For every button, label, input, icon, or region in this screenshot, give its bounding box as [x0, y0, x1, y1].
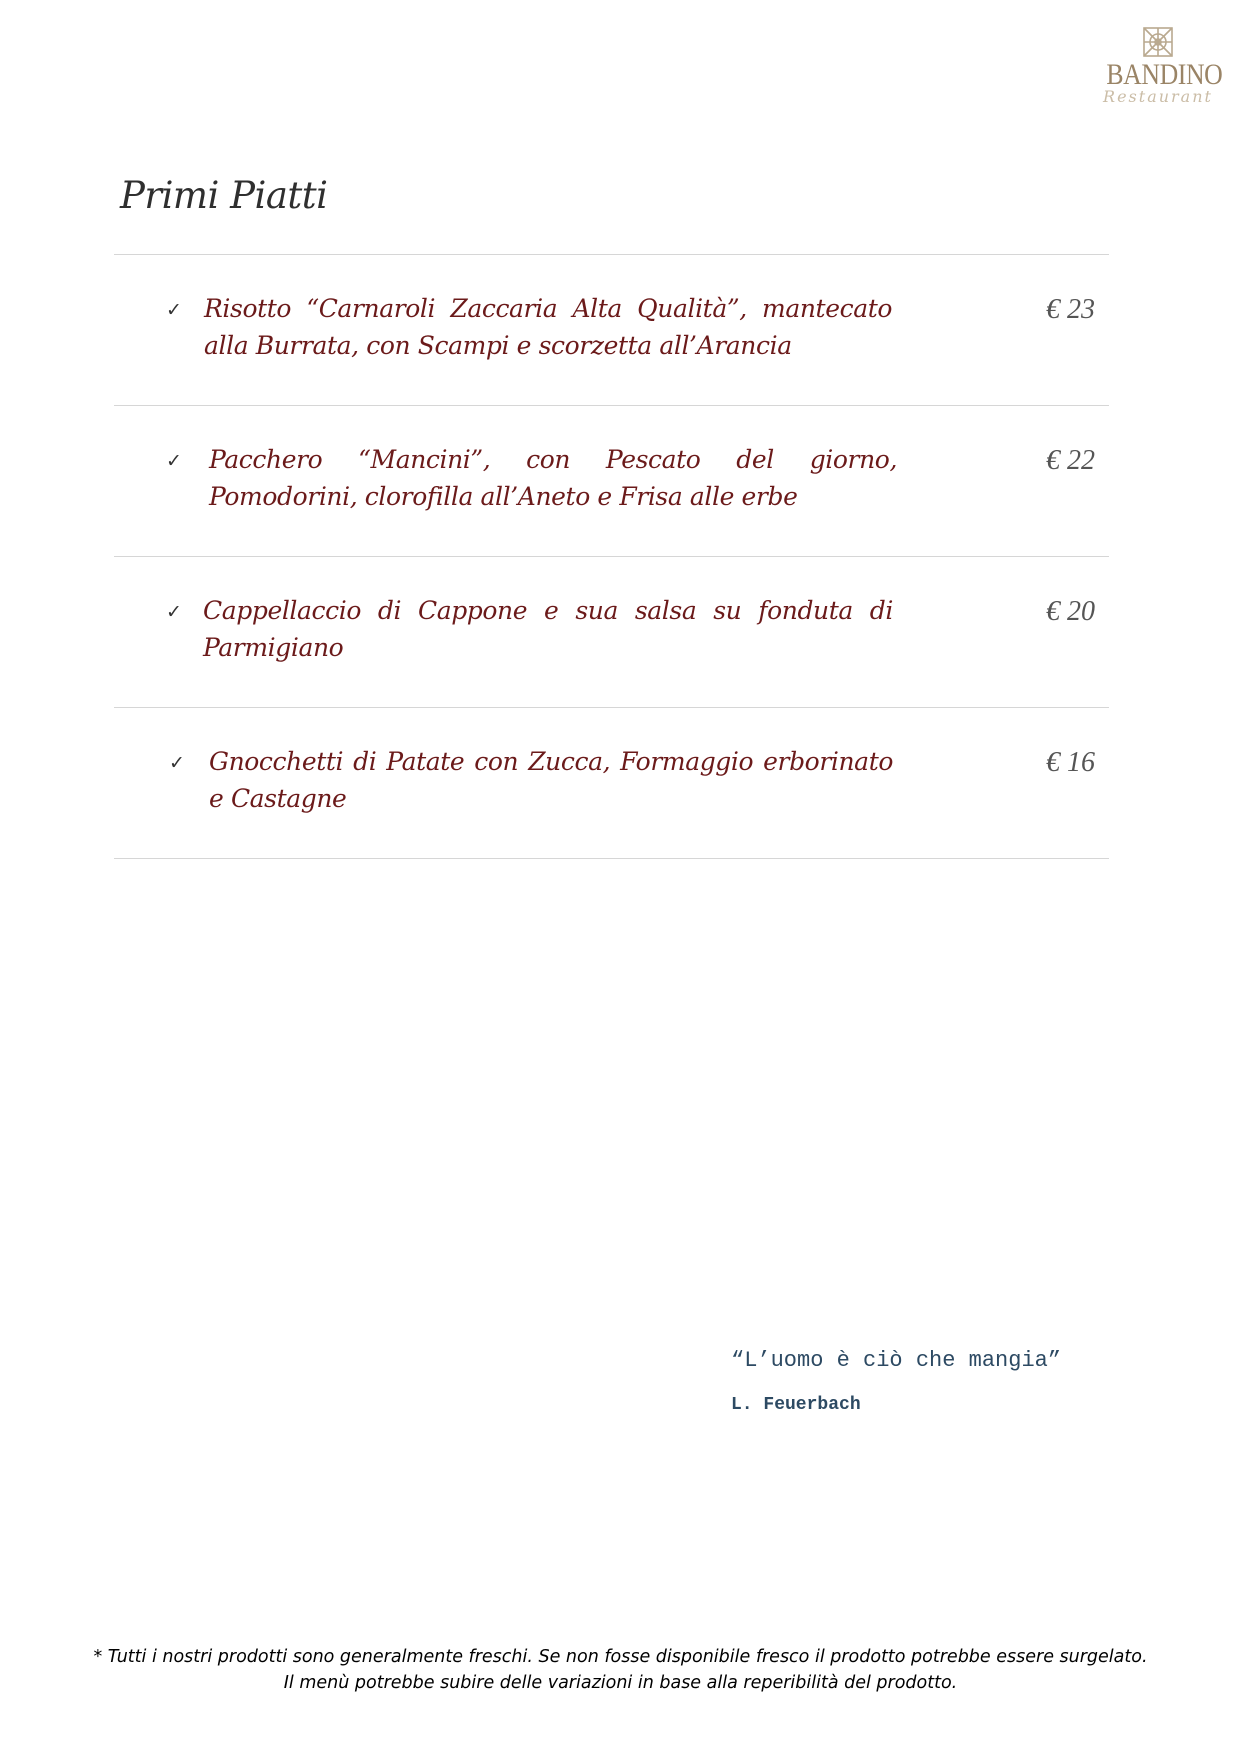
dish-price: € 20: [1046, 596, 1095, 627]
menu-item: [0, 739, 1241, 819]
footnote-availability: Il menù potrebbe subire delle variazioni in base alla reperibilità del prodotto.: [283, 1673, 958, 1693]
checkmark-icon: ✓: [166, 601, 182, 623]
dish-price: € 22: [1046, 445, 1095, 476]
quote-text: “L’uomo è ciò che mangia”: [731, 1348, 1062, 1373]
dish-price: € 23: [1046, 294, 1095, 325]
dish-name: Gnocchetti di Patate con Zucca, Formaggio erborinato e Castagne: [209, 747, 893, 813]
divider: [114, 254, 1109, 255]
quote-author: L. Feuerbach: [731, 1395, 861, 1415]
logo-name: BANDINO: [1106, 58, 1223, 91]
divider: [114, 556, 1109, 557]
menu-item: [0, 286, 1241, 366]
checkmark-icon: ✓: [166, 450, 182, 472]
checkmark-icon: ✓: [169, 752, 185, 774]
divider: [114, 707, 1109, 708]
menu-item: [0, 588, 1241, 668]
menu-item: [0, 437, 1241, 517]
section-title: Primi Piatti: [120, 174, 328, 217]
dish-price: € 16: [1046, 747, 1095, 778]
divider: [114, 405, 1109, 406]
dish-name: Cappellaccio di Cappone e sua salsa su fonduta di Parmigiano: [203, 596, 893, 662]
logo-subtitle: Restaurant: [1103, 87, 1213, 106]
dish-name: Pacchero “Mancini”, con Pescato del giorno, Pomodorini, clorofilla all’Aneto e Frisa alle erbe: [209, 445, 897, 511]
checkmark-icon: ✓: [166, 299, 182, 321]
divider: [114, 858, 1109, 859]
dish-name: Risotto “Carnaroli Zaccaria Alta Qualità”, mantecato alla Burrata, con Scampi e scorzetta all’Arancia: [204, 294, 892, 360]
logo-emblem-icon: [1138, 24, 1178, 60]
footnote-freshness: * Tutti i nostri prodotti sono generalmente freschi. Se non fosse disponibile fresco il prodotto potrebbe essere surgelato.: [93, 1647, 1148, 1667]
restaurant-logo: [1098, 24, 1223, 112]
